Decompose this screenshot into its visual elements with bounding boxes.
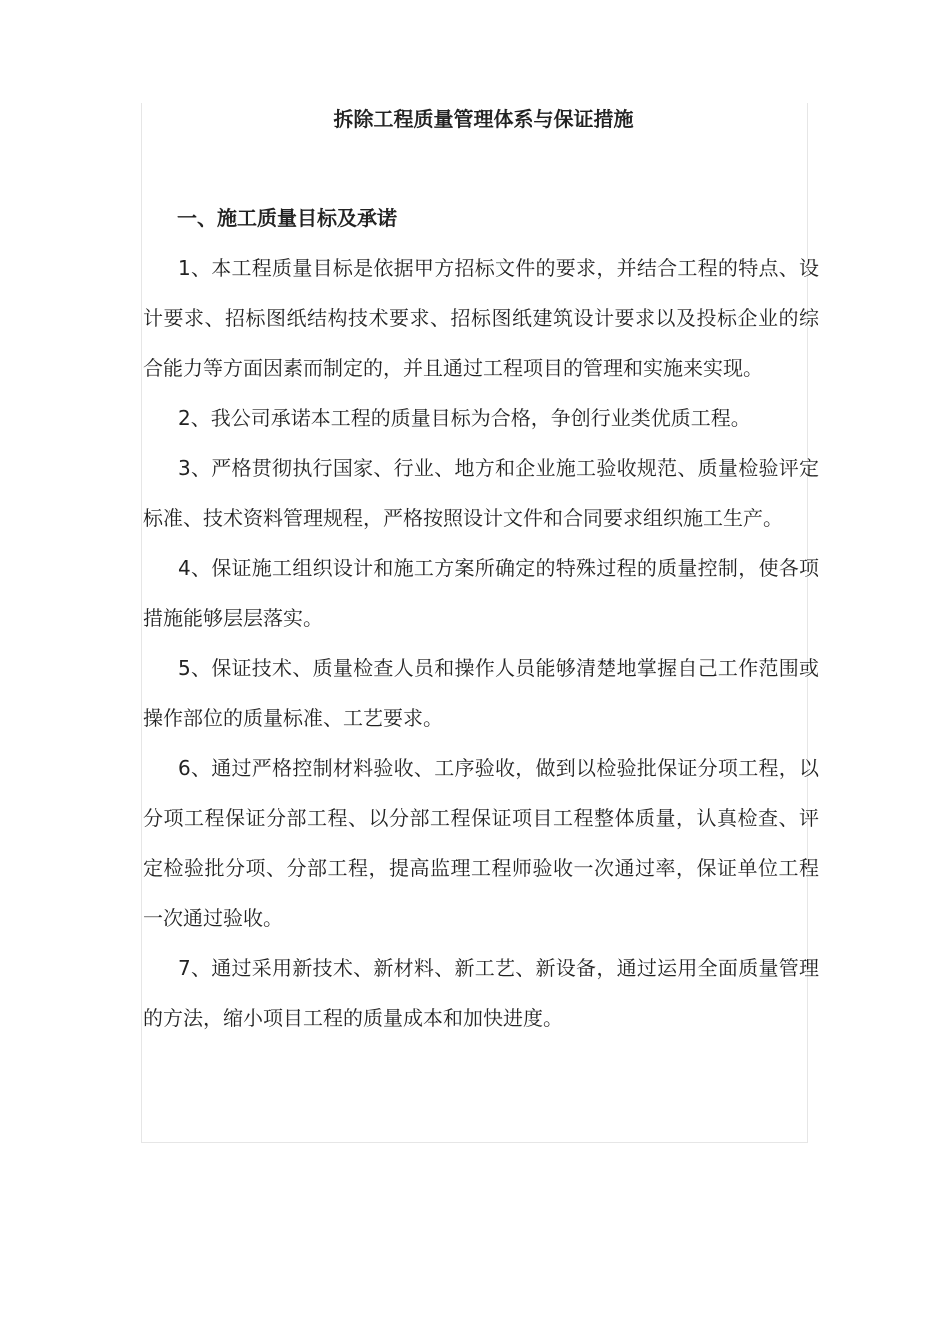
- paragraph-6: 6、通过严格控制材料验收、工序验收，做到以检验批保证分项工程，以分项工程保证分部工程、以分部工程保证项目工程整体质量，认真检查、评定检验批分项、分部工程，提高监理工程师验收一次通过率，保证单位工程一次通过验收。: [143, 756, 819, 930]
- paragraph-7: 7、通过采用新技术、新材料、新工艺、新设备，通过运用全面质量管理的方法，缩小项目工程的质量成本和加快进度。: [143, 956, 819, 1030]
- paragraph-5: 5、保证技术、质量检查人员和操作人员能够清楚地掌握自己工作范围或操作部位的质量标准、工艺要求。: [143, 656, 819, 730]
- section-heading: 一、施工质量目标及承诺: [177, 206, 397, 230]
- document-title: 拆除工程质量管理体系与保证措施: [333, 107, 634, 131]
- paragraph-4: 4、保证施工组织设计和施工方案所确定的特殊过程的质量控制，使各项措施能够层层落实。: [143, 556, 819, 630]
- paragraph-2: 2、我公司承诺本工程的质量目标为合格，争创行业类优质工程。: [178, 406, 751, 430]
- paragraph-3: 3、严格贯彻执行国家、行业、地方和企业施工验收规范、质量检验评定标准、技术资料管理规程，严格按照设计文件和合同要求组织施工生产。: [143, 456, 819, 530]
- paragraph-1: 1、本工程质量目标是依据甲方招标文件的要求，并结合工程的特点、设计要求、招标图纸结构技术要求、招标图纸建筑设计要求以及投标企业的综合能力等方面因素而制定的，并且通过工程项目的管理和实施来实现。: [143, 256, 819, 380]
- document-body: [143, 243, 819, 1043]
